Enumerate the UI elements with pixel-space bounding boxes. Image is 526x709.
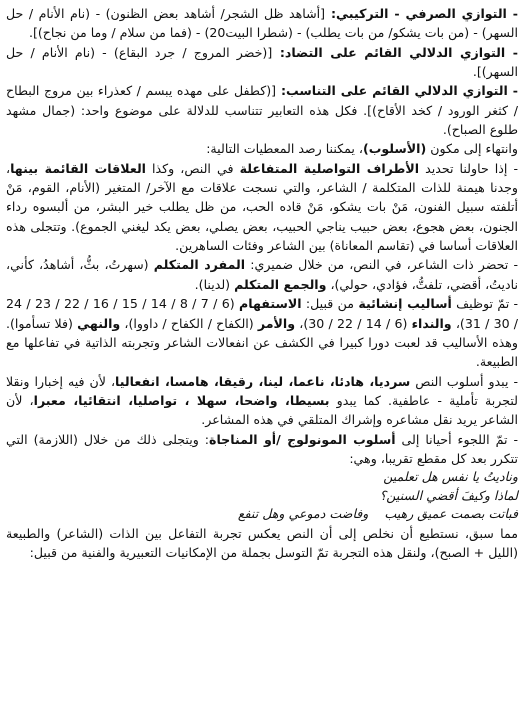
paragraph-monologue — [6, 430, 518, 469]
text-run: - تحضر ذات الشاعر، في النص، من خلال ضميري: — [245, 257, 518, 273]
bold-text-run: - التوازي الدلالي القائم على التضاد: — [272, 44, 518, 60]
text-run: [(كطفل على مهده يبسم / كعذراء بين مروج البطاح / كثغر الورود / كخد الأقاح)]. فكل هذه التعابير تتناسب للدلالة على موضوع واحد: (جمال مشهد طلوع الصباح). — [6, 83, 518, 138]
text-run: ، وجدنا هيمنة للذات المتكلمة / الشاعر، والتي نسجت علاقات مع الآخر/ المتغير (الأنام، القوم، مَنْ أتلفته سبيل الفنون، مَنْ بات يشكو، مَنْ قاده الحب، من ظل يطلب خير البشر، من ألبسوه رداء الجنون، بعض هجوع، بعض حبيب يناجي الحبيب، بعض يصلي، بعض يكد ليغني الجموع). وتتجلى هذه العلاقات أساسا في (تقاسم المعاناة) بين الشاعر وفئات الساهرين. — [6, 160, 518, 254]
paragraph-rhetorical-styles — [6, 294, 518, 371]
text-run: [(خضر المروج / جرد البقاع) - (نام الأنام / حل السهر)]. — [6, 44, 518, 80]
bold-text-run: الاستفهام — [239, 296, 302, 312]
bold-text-run: والأمر — [257, 315, 296, 331]
text-run: ، لأن الشاعر يريد نقل مشاعره وإشراك المتلقي في هذه المشاعر. — [6, 392, 518, 428]
paragraph-style-intro — [6, 139, 518, 158]
text-run: (الكفاح / الكفاح / داووا)، — [120, 315, 258, 331]
bold-text-run: المفرد المتكلم — [153, 257, 246, 273]
text-run: ، يمكننا رصد المعطيات التالية: — [206, 141, 363, 157]
bold-text-run: (الأسلوب) — [362, 141, 427, 157]
text-run: من قبيل: — [301, 296, 359, 312]
paragraph-antithesis-parallelism — [6, 43, 518, 82]
verse-line-3 — [6, 505, 518, 524]
bold-text-run: والجمع المتكلم — [234, 276, 327, 292]
bold-text-run: والنهي — [77, 315, 121, 331]
text-run: [أشاهد ظل الشجر/ أشاهد بعض الظنون) - (نام الأنام / حل السهر) - (من بات يشكو/ من بات يطلب) - (شطرا البيت20) - (فما من سلام / وما من نجاح)]. — [6, 6, 518, 41]
paragraph-morphological-parallelism — [6, 4, 518, 43]
bold-text-run: أساليب إنشائية — [358, 296, 452, 312]
bold-text-run: - التوازي الدلالي القائم على التناسب: — [276, 83, 518, 99]
text-run: : ويتجلى ذلك من خلال (اللازمة) التي تتكرر بعد كل مقطع تقريبا، وهي: — [6, 431, 518, 466]
paragraph-poet-presence — [6, 255, 518, 294]
verse-line-2: لماذا وكيفَ أقضي السنين؟ — [379, 487, 518, 503]
bold-text-run: بسيطا، واضحا، سهلا ، تواصليا، انتقائيا، معبرا — [33, 392, 330, 408]
bold-text-run: الأطراف التواصلية المتفاعلة — [239, 160, 420, 176]
verse-line-3-second-hemistich: وفاضت دموعي وهل تنفع — [237, 506, 369, 522]
paragraph-text-style — [6, 372, 518, 430]
text-run: في النص، وكذا — [146, 160, 240, 176]
text-run: (سهرتُ، بثُّ، أشاهدُ، كأني، ناديتُ، أقضي، تلفتُّ، فؤادي، حولي)، — [6, 257, 518, 292]
paragraph-harmony-parallelism — [6, 81, 518, 139]
paragraph-communicative-parties — [6, 159, 518, 256]
text-run: ، لأن فيه إخبارا ونقلا لتجربة تأملية - عاطفية. كما يبدو — [6, 373, 519, 408]
text-run: وانتهاء إلى مكون — [426, 141, 518, 157]
body-text — [6, 4, 518, 468]
text-run: (فلا تسأموا). وهذه الأساليب قد لعبت دورا كبيرا في الكشف عن انفعالات الشاعر وتجربته الذاتية في تفاعلها مع الطبيعة. — [6, 315, 518, 370]
paragraph-conclusion — [6, 524, 518, 563]
text-run: - يبدو أسلوب النص — [410, 373, 519, 389]
bold-text-run: والنداء — [411, 315, 452, 331]
bold-text-run: سرديا، هادئا، ناعما، لينا، رقيقا، هامسا، انفعاليا — [115, 373, 411, 389]
bold-text-run: - التوازي الصرفي - التركيبي: — [325, 6, 519, 21]
bold-text-run: أسلوب المونولوج /أو المناجاة — [209, 431, 396, 447]
text-run: (6 / 14 / 22 / 30)، — [295, 315, 412, 331]
bold-text-run: العلاقات القائمة بينها — [10, 160, 146, 176]
text-run: (لدينا). — [194, 276, 235, 292]
text-run: مما سبق، نستطيع أن نخلص إلى أن النص يعكس تجربة التفاعل بين الذات (الشاعر) والطبيعة (الليل + الصبح)، ولنقل هذه التجربة تمّ التوسل بجملة من الإمكانيات التعبيرية والفنية من قبيل: — [6, 526, 518, 561]
verse-line-3-first-hemistich: فباتت بصمت عميق رهيب — [384, 506, 518, 522]
text-run: (6 / 7 / 8 / 14 / 15 / 16 / 22 / 23 / 24 / 30 / 31)، — [6, 296, 519, 331]
refrain-verses — [6, 468, 518, 524]
text-run: - إذا حاولنا تحديد — [419, 160, 518, 176]
text-run: - تمّ اللجوء أحيانا إلى — [395, 431, 518, 447]
text-run: - تمّ توظيف — [451, 296, 519, 312]
verse-line-1: وناديتُ يا نفس هل تعلمين — [383, 469, 518, 485]
